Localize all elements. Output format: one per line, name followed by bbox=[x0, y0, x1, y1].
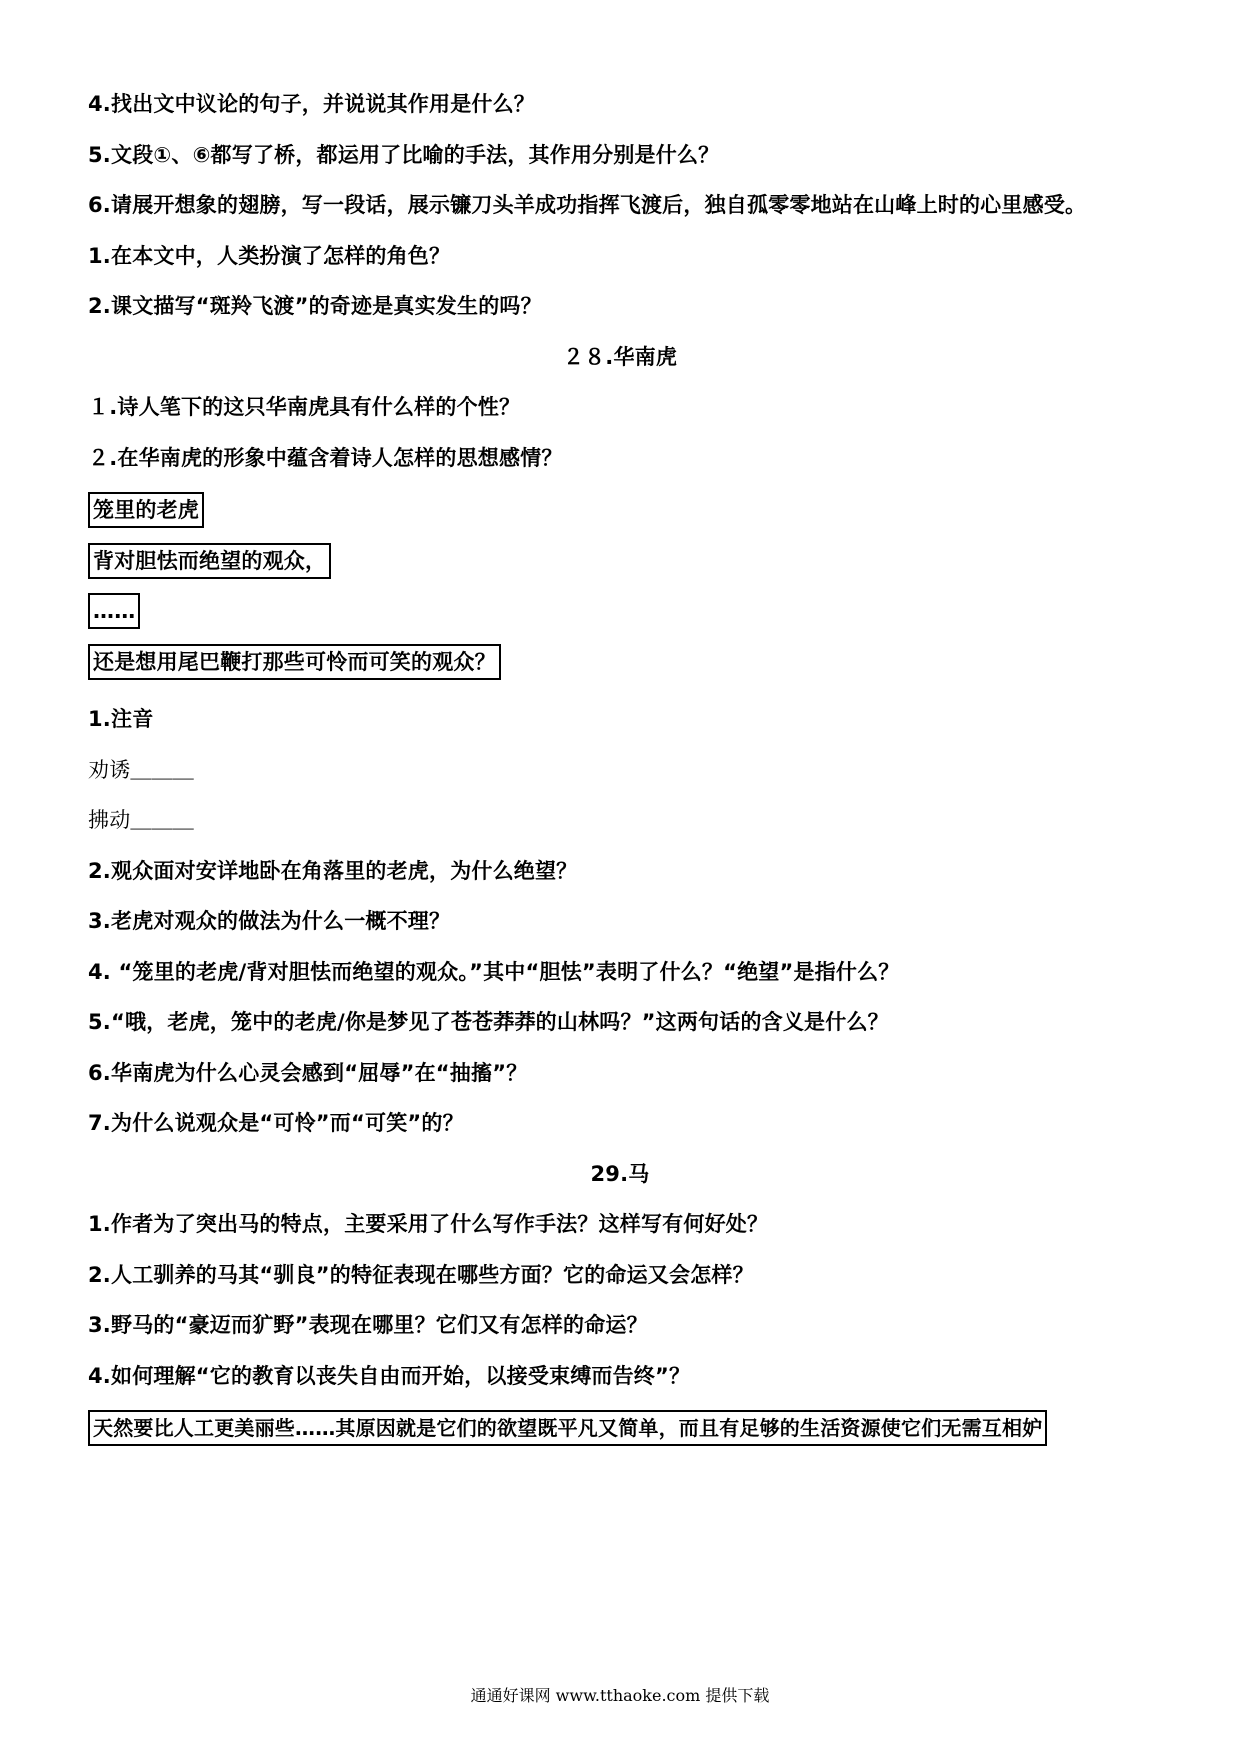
page-footer: 通通好课网 www.tthaoke.com 提供下载 bbox=[470, 1686, 770, 1705]
question-text: 2.观众面对安详地卧在角落里的老虎，为什么绝望？ bbox=[88, 859, 578, 883]
question-text: 1.在本文中，人类扮演了怎样的角色？ bbox=[88, 244, 451, 268]
question-text: 5.“哦，老虎，笼中的老虎/你是梦见了苍苍莽莽的山林吗？”这两句话的含义是什么？ bbox=[88, 1010, 889, 1034]
section-heading: ２８.华南虎 bbox=[562, 345, 678, 369]
question-text: 1.作者为了突出马的特点，主要采用了什么写作手法？这样写有何好处？ bbox=[88, 1212, 769, 1236]
question-text: 3.野马的“豪迈而犷野”表现在哪里？它们又有怎样的命运？ bbox=[88, 1313, 648, 1337]
question-text: 6.华南虎为什么心灵会感到“屈辱”在“抽搐”？ bbox=[88, 1061, 528, 1085]
question-text: 1.注音 bbox=[88, 707, 154, 731]
question-text: 3.老虎对观众的做法为什么一概不理？ bbox=[88, 909, 451, 933]
boxed-quote: 天然要比人工更美丽些……其原因就是它们的欲望既平凡又简单，而且有足够的生活资源使它们无需互相妒 bbox=[88, 1410, 1047, 1446]
boxed-quote: 笼里的老虎 bbox=[88, 492, 204, 528]
question-text: ２.在华南虎的形象中蕴含着诗人怎样的思想感情？ bbox=[88, 446, 563, 470]
boxed-quote: …… bbox=[88, 593, 140, 629]
pinyin-item: 拂动＿＿＿ bbox=[88, 808, 194, 832]
question-text: 2.人工驯养的马其“驯良”的特征表现在哪些方面？它的命运又会怎样？ bbox=[88, 1263, 754, 1287]
question-text: 4.找出文中议论的句子，并说说其作用是什么？ bbox=[88, 92, 535, 116]
question-text: 2.课文描写“斑羚飞渡”的奇迹是真实发生的吗？ bbox=[88, 294, 542, 318]
boxed-quote: 还是想用尾巴鞭打那些可怜而可笑的观众？ bbox=[88, 644, 501, 680]
question-text: 4. “笼里的老虎/背对胆怯而绝望的观众。”其中“胆怯”表明了什么？“绝望”是指什么？ bbox=[88, 960, 900, 984]
pinyin-item: 劝诱＿＿＿ bbox=[88, 758, 194, 782]
section-heading: 29.马 bbox=[590, 1162, 650, 1186]
boxed-quote: 背对胆怯而绝望的观众， bbox=[88, 543, 331, 579]
question-text: 7.为什么说观众是“可怜”而“可笑”的？ bbox=[88, 1111, 464, 1135]
question-text: 5.文段①、⑥都写了桥，都运用了比喻的手法，其作用分别是什么？ bbox=[88, 143, 720, 167]
question-text: 6.请展开想象的翅膀，写一段话，展示镰刀头羊成功指挥飞渡后，独自孤零零地站在山峰上时的心里感受。 bbox=[88, 193, 1087, 217]
question-text: １.诗人笔下的这只华南虎具有什么样的个性？ bbox=[88, 395, 521, 419]
question-text: 4.如何理解“它的教育以丧失自由而开始，以接受束缚而告终”？ bbox=[88, 1364, 691, 1388]
